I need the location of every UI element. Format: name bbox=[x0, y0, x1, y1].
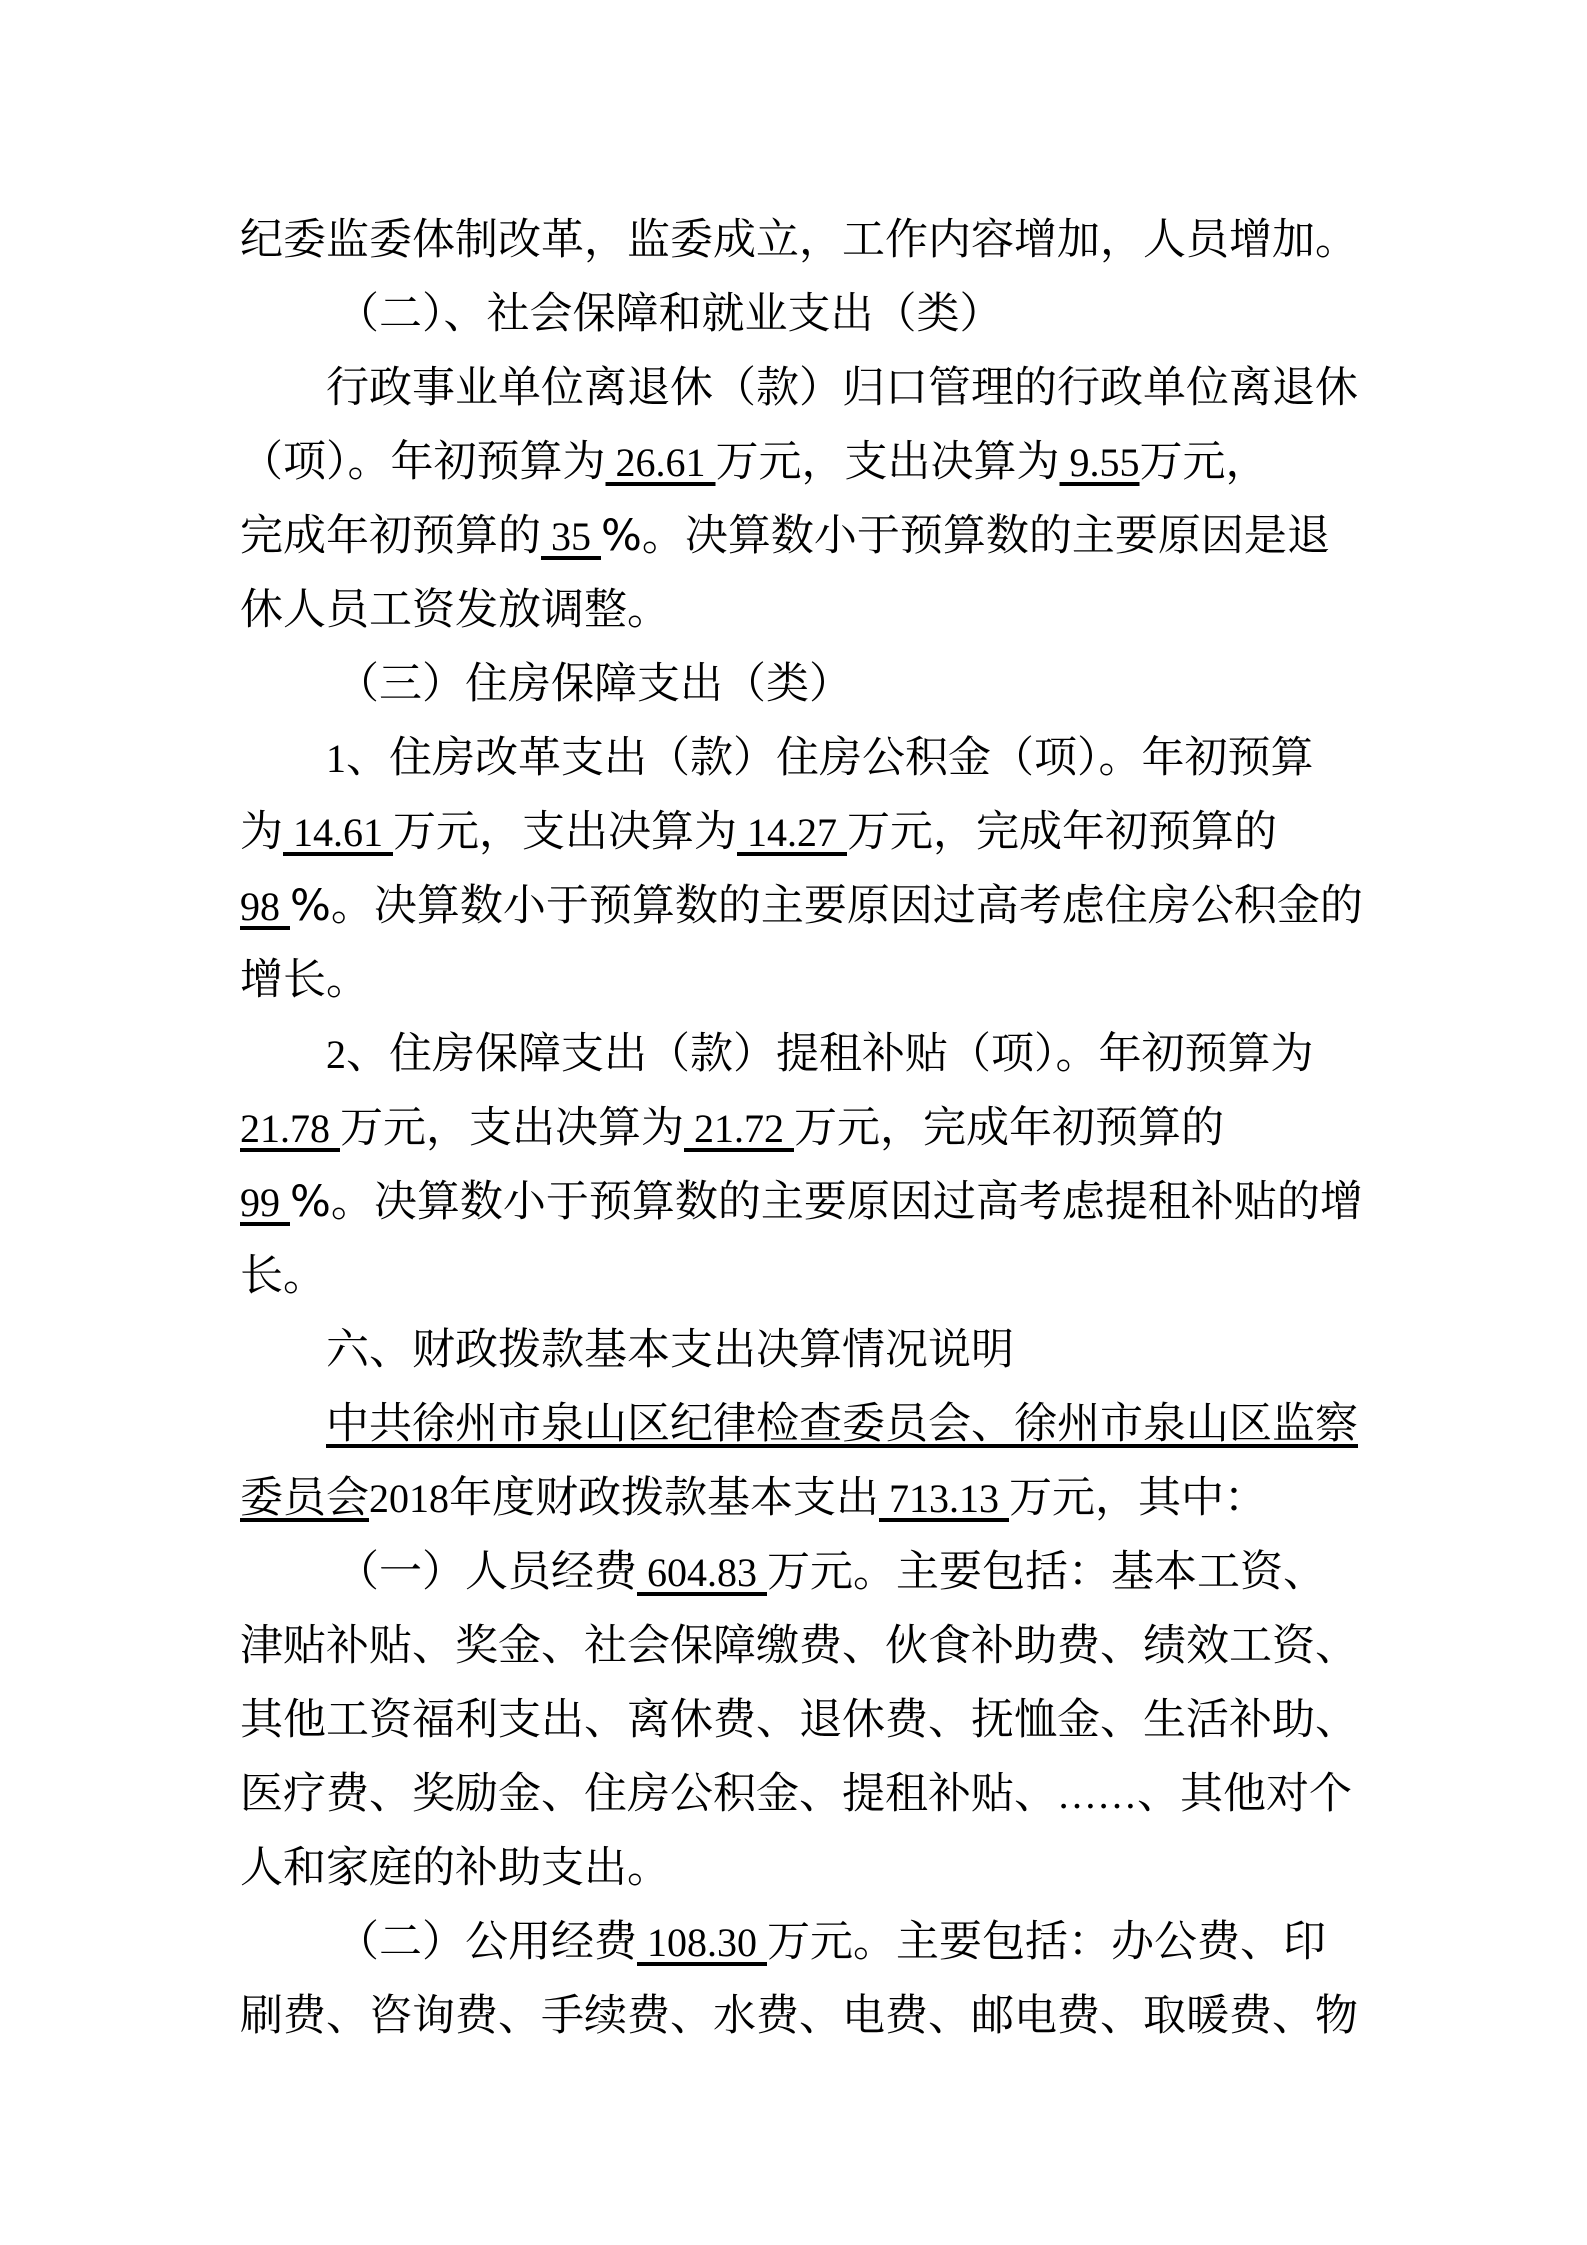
budget-value: 14.61 bbox=[283, 810, 393, 855]
text: 万元。主要包括：办公费、印 bbox=[767, 1917, 1326, 1967]
paragraph-line bbox=[240, 203, 1358, 277]
paragraph-line bbox=[240, 1461, 1355, 1535]
text: （二）公用经费 bbox=[336, 1917, 637, 1967]
section-heading bbox=[240, 1313, 1355, 1387]
section-heading bbox=[240, 647, 1355, 721]
heading-text: 六、财政拨款基本支出决算情况说明 bbox=[326, 1325, 1014, 1375]
paragraph-line bbox=[240, 351, 1358, 425]
actual-value: 14.27 bbox=[737, 810, 847, 855]
paragraph-line bbox=[240, 1387, 1358, 1461]
paragraph-line bbox=[240, 1535, 1355, 1609]
text: 津贴补贴、奖金、社会保障缴费、伙食补助费、绩效工资、 bbox=[240, 1621, 1358, 1671]
text: （项）。年初预算为 bbox=[240, 437, 606, 487]
paragraph-line bbox=[240, 795, 1355, 869]
text: 万元， bbox=[1139, 437, 1269, 487]
text: 休人员工资发放调整。 bbox=[240, 585, 670, 635]
text: 行政事业单位离退休（款）归口管理的行政单位离退休 bbox=[326, 363, 1358, 413]
paragraph-line bbox=[240, 1165, 1363, 1239]
paragraph-line bbox=[240, 1905, 1355, 1979]
text: 万元。主要包括：基本工资、 bbox=[767, 1547, 1326, 1597]
text: 万元，其中： bbox=[1009, 1473, 1267, 1523]
item-number: 2 bbox=[326, 1032, 346, 1077]
text: 完成年初预算的 bbox=[240, 511, 541, 561]
budget-value: 21.78 bbox=[240, 1106, 340, 1151]
actual-value: 9.55 bbox=[1059, 440, 1140, 485]
text: %。决算数小于预算数的主要原因过高考虑住房公积金的 bbox=[290, 881, 1363, 931]
item-number: 1 bbox=[326, 736, 346, 781]
paragraph-line bbox=[240, 1239, 1355, 1313]
text: 增长。 bbox=[240, 955, 369, 1005]
text: 万元，完成年初预算的 bbox=[847, 807, 1277, 857]
percent-value: 98 bbox=[240, 884, 290, 929]
document-page bbox=[240, 203, 1363, 2053]
text: 长。 bbox=[240, 1251, 326, 1301]
text: %。决算数小于预算数的主要原因是退 bbox=[601, 511, 1330, 561]
paragraph-line bbox=[240, 1979, 1358, 2053]
ellipsis: …… bbox=[1057, 1772, 1137, 1817]
percent-value: 35 bbox=[541, 514, 601, 559]
heading-text: （三）住房保障支出（类） bbox=[336, 659, 852, 709]
text: 万元，支出决算为 bbox=[340, 1103, 684, 1153]
text: 纪委监委体制改革，监委成立，工作内容增加，人员增加。 bbox=[240, 215, 1358, 265]
text: 医疗费、奖励金、住房公积金、提租补贴、 bbox=[240, 1769, 1057, 1819]
text: 、住房保障支出（款）提租补贴（项）。年初预算为 bbox=[346, 1029, 1314, 1079]
paragraph-line bbox=[240, 721, 1355, 795]
paragraph-line bbox=[240, 1091, 1355, 1165]
paragraph-line bbox=[240, 1831, 1355, 1905]
text: （一）人员经费 bbox=[336, 1547, 637, 1597]
budget-value: 26.61 bbox=[605, 440, 716, 485]
percent-value: 99 bbox=[240, 1180, 290, 1225]
text: 万元，支出决算为 bbox=[715, 437, 1060, 487]
text: 、住房改革支出（款）住房公积金（项）。年初预算 bbox=[346, 733, 1314, 783]
organization-name: 中共徐州市泉山区纪律检查委员会、徐州市泉山区监察 bbox=[326, 1399, 1358, 1449]
text: 万元，完成年初预算的 bbox=[794, 1103, 1224, 1153]
paragraph-line bbox=[240, 1757, 1355, 1831]
paragraph-line bbox=[240, 425, 1355, 499]
text: 人和家庭的补助支出。 bbox=[240, 1843, 670, 1893]
paragraph-line bbox=[240, 943, 1355, 1017]
text: 万元，支出决算为 bbox=[393, 807, 737, 857]
text: 刷费、咨询费、手续费、水费、电费、邮电费、取暖费、物 bbox=[240, 1991, 1358, 2041]
text: %。决算数小于预算数的主要原因过高考虑提租补贴的增 bbox=[290, 1177, 1363, 1227]
text: 为 bbox=[240, 807, 283, 857]
year-value: 2018 bbox=[369, 1476, 449, 1521]
personnel-value: 604.83 bbox=[637, 1550, 767, 1595]
paragraph-line bbox=[240, 573, 1355, 647]
actual-value: 21.72 bbox=[684, 1106, 794, 1151]
paragraph-line bbox=[240, 1609, 1358, 1683]
paragraph-line bbox=[240, 499, 1355, 573]
heading-text: （二）、社会保障和就业支出（类） bbox=[336, 289, 1003, 339]
paragraph-line bbox=[240, 1017, 1355, 1091]
section-heading bbox=[240, 277, 1355, 351]
text: 、其他对个 bbox=[1137, 1769, 1352, 1819]
paragraph-line bbox=[240, 869, 1363, 943]
organization-name: 委员会 bbox=[240, 1473, 369, 1523]
public-expense-value: 108.30 bbox=[637, 1920, 767, 1965]
text: 年度财政拨款基本支出 bbox=[449, 1473, 879, 1523]
paragraph-line bbox=[240, 1683, 1358, 1757]
total-value: 713.13 bbox=[879, 1476, 1009, 1521]
text: 其他工资福利支出、离休费、退休费、抚恤金、生活补助、 bbox=[240, 1695, 1358, 1745]
